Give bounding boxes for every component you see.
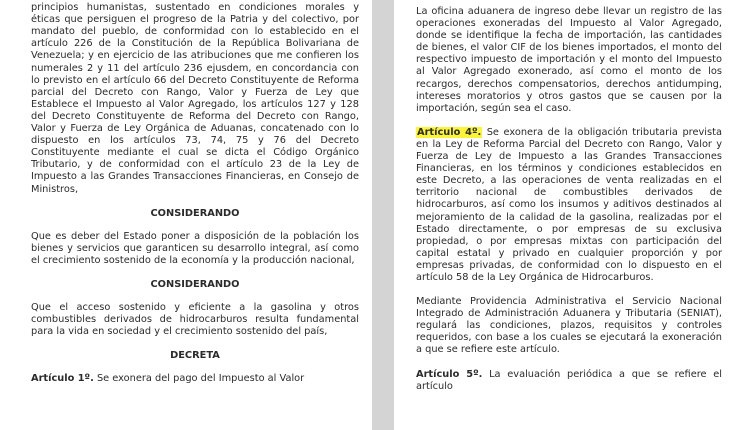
decreta-heading: DECRETA	[170, 350, 220, 362]
considerando-paragraph-2: Que el acceso sostenido y eficiente a la gasolina y otros combustibles derivados de hidrocarburos resulta fundamental para la vida en sociedad y el crecimiento sostenido del país,	[31, 302, 359, 338]
considerando-heading-1: CONSIDERANDO	[150, 207, 240, 219]
document-page-right	[394, 0, 750, 430]
considerando-heading-2: CONSIDERANDO	[150, 278, 240, 290]
right-text-column	[416, 6, 722, 405]
document-page-left	[0, 0, 372, 430]
article-4-paragraph	[416, 127, 722, 284]
article-4-label: Artículo 4º.	[417, 126, 482, 138]
left-text-column	[31, 0, 359, 386]
article-4-text: Se exonera de la obligación tributaria prevista en la Ley de Reforma Parcial del Decreto con Rango, Valor y Fuerza de Ley de Impuesto a las Grandes Transacciones Financieras, en los términos y condiciones establecidos en este Decreto, a las operaciones de venta realizadas en el territorio nacional de combustibles derivados de hidrocarburos, así como los insumos y aditivos destinados al mejoramiento de la calidad de la gasolina, realizadas por el Estado directamente, o por empresas de su exclusiva propiedad, o por empresas mixtas con participación del capital estatal y privado en cualquier proporción y por empresas privadas, de conformidad con lo dispuesto en el artículo 58 de la Ley Orgánica de Hidrocarburos.	[416, 126, 722, 283]
article-1-label: Artículo 1º.	[31, 373, 94, 385]
article-1-text: Se exonera del pago del Impuesto al Valor	[96, 373, 305, 385]
article-1-paragraph	[31, 373, 359, 385]
article-5-paragraph	[416, 369, 722, 393]
article-5-label: Artículo 5º.	[416, 368, 483, 380]
article-5-text: La evaluación periódica a que se refiere el artículo	[416, 368, 723, 392]
seniat-paragraph: Mediante Providencia Administrativa el Servicio Nacional Integrado de Administración Aduanera y Tributaria (SENIAT), regulará las condiciones, plazos, requisitos y controles requeridos, con base a los cuales se ejecutará la exoneración a que se refiere este artículo.	[416, 296, 722, 356]
aduana-paragraph: La oficina aduanera de ingreso debe llevar un registro de las operaciones exoneradas del Impuesto al Valor Agregado, donde se identifique la fecha de importación, las cantidades de bienes, el valor CIF de los bienes importados, el monto del respectivo impuesto de importación y el monto del Impuesto al Valor Agregado exonerado, así como el monto de los recargos, derechos compensatorios, derechos antidumping, intereses moratorios y otros gastos que se causen por la importación, según sea el caso.	[416, 6, 722, 114]
intro-paragraph: principios humanistas, sustentado en condiciones morales y éticas que persiguen el progreso de la Patria y del colectivo, por mandato del pueblo, de conformidad con lo establecido en el artículo 226 de la Constitución de la República Bolivariana de Venezuela; y en ejercicio de las atribuciones que me confieren los numerales 2 y 11 del artículo 236 ejusdem, en concordancia con lo previsto en el artículo 66 del Decreto Constituyente de Reforma parcial del Decreto con Rango, Valor y Fuerza de Ley que Establece el Impuesto al Valor Agregado, los artículos 127 y 128 del Decreto Constituyente de Reforma del Decreto con Rango, Valor y Fuerza de Ley Orgánica de Aduanas, concatenado con lo dispuesto en los artículos 73, 74, 75 y 76 del Decreto Constituyente mediante el cual se dicta el Código Orgánico Tributario, y de conformidad con el artículo 23 de la Ley de Impuesto a las Grandes Transacciones Financieras, en Consejo de Ministros,	[31, 2, 359, 195]
page-gutter	[372, 0, 394, 420]
considerando-paragraph-1: Que es deber del Estado poner a disposición de la población los bienes y servicios que garanticen su desarrollo integral, así como el crecimiento sostenido de la economía y la producción nacional,	[31, 230, 359, 266]
